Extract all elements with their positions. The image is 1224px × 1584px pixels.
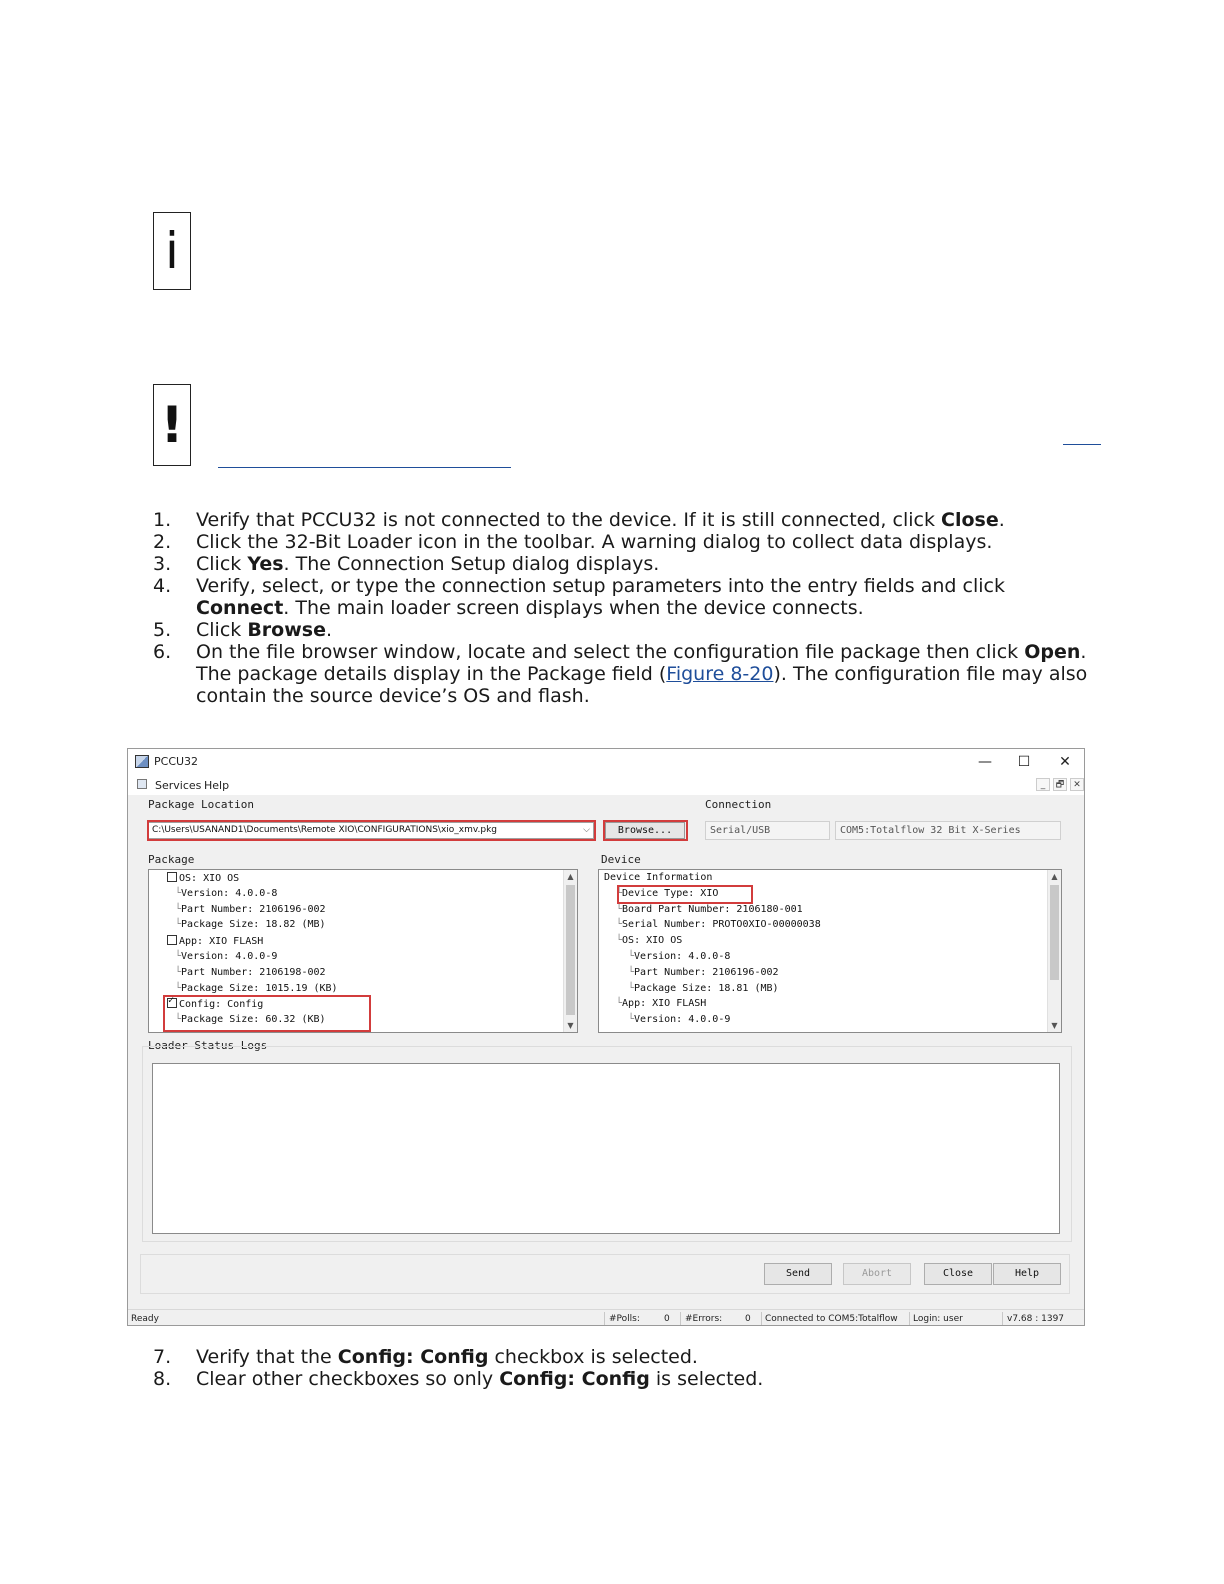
status-bar [128,1309,1084,1326]
tree-node[interactable] [616,935,682,946]
step-number: 6. [153,641,172,663]
text-run: Clear other checkboxes so only [196,1368,500,1390]
tree-node[interactable] [628,1014,730,1025]
status-errors-value: 0 [745,1314,751,1324]
tree-node[interactable] [175,888,277,899]
step-text [196,1368,1093,1390]
highlight-config-config [163,995,371,1032]
highlight-device-type [617,885,753,904]
scroll-down-icon[interactable]: ▼ [1051,1021,1058,1030]
scroll-up-icon[interactable]: ▲ [567,872,574,881]
close-button[interactable]: Close [924,1263,992,1285]
figure-link[interactable]: Figure 8-20 [666,663,774,685]
text-run: On the file browser window, locate and select the configuration file package then click [196,641,1025,663]
pccu32-window [127,748,1085,1326]
status-ready: Ready [131,1314,159,1324]
tree-node-label: Version: 4.0.0-8 [181,887,278,899]
tree-node-label: App: XIO FLASH [622,998,707,1010]
device-tree-scrollbar[interactable] [1047,870,1061,1032]
tree-node-label: Package Size: 18.81 (MB) [634,982,779,994]
tree-node-label: OS: XIO OS [622,935,683,947]
menu-services[interactable]: Services [155,779,202,792]
maximize-icon[interactable]: ☐ [1017,754,1031,770]
tree-node-label: Serial Number: PROTO0XIO-00000038 [622,919,821,931]
tree-node[interactable] [628,983,779,994]
tree-node[interactable] [175,983,338,994]
step-item [153,1346,1093,1368]
bold-text: Browse [247,619,326,641]
step-text [196,619,1093,641]
tree-node[interactable] [175,904,326,915]
close-window-icon[interactable]: ✕ [1059,754,1071,770]
link-underline-long[interactable] [218,467,511,468]
bold-text: Open [1024,641,1081,663]
tree-connector-icon: └ [616,935,623,947]
tree-connector-icon: └ [616,919,623,931]
highlight-browse [603,820,688,841]
scroll-down-icon[interactable]: ▼ [567,1021,574,1030]
tree-node[interactable] [167,872,239,884]
menu-help[interactable]: Help [204,779,230,792]
scroll-up-icon[interactable]: ▲ [1051,872,1058,881]
tree-connector-icon: └ [616,887,623,899]
device-label: Device [601,853,641,866]
step-number: 2. [153,531,172,553]
step-number: 3. [153,553,172,575]
tree-node-label: Part Number: 2106196-002 [634,966,779,978]
help-button[interactable]: Help [993,1263,1061,1285]
tree-connector-icon: └ [175,887,182,899]
steps-list-bottom [153,1346,1093,1390]
step-item [153,641,1093,707]
highlight-package-location [147,820,596,841]
send-button[interactable]: Send [764,1263,832,1285]
status-login: Login: user [913,1314,963,1324]
step-item [153,1368,1093,1390]
text-run: . [325,619,333,641]
step-item [153,509,1093,531]
abort-button[interactable]: Abort [843,1263,911,1285]
minimize-icon[interactable]: — [978,754,992,770]
loader-status-logs[interactable] [152,1063,1060,1234]
window-title: PCCU32 [154,755,199,768]
title-bar [128,749,1084,775]
menu-bar [128,775,1084,795]
tree-node[interactable] [628,951,730,962]
tree-node-label: Device Type: XIO [622,887,719,899]
text-run: Click [196,619,248,641]
info-note-icon: i [153,212,191,290]
tree-node-label: Part Number: 2106196-002 [181,903,326,915]
step-text [196,641,1093,707]
tree-node[interactable] [175,951,277,962]
tree-connector-icon: └ [616,903,623,915]
mdi-doc-icon [137,779,147,789]
steps-list-top [153,509,1093,707]
connection-type-field: Serial/USB [705,821,830,840]
tree-node[interactable] [604,872,712,883]
tree-node[interactable] [628,967,779,978]
chevron-down-icon[interactable]: ⌵ [583,825,590,835]
tree-node[interactable] [616,919,821,930]
status-connected: Connected to COM5:Totalflow [765,1314,898,1324]
text-run: Verify, select, or type the connection setup parameters into the entry fields and click [196,575,1005,597]
tree-connector-icon: └ [175,919,182,931]
tree-node[interactable] [175,919,326,930]
status-separator [604,1312,605,1326]
status-errors-label: #Errors: [685,1314,723,1324]
mdi-restore-icon[interactable]: 🗗 [1053,778,1067,791]
step-text [196,553,1093,575]
text-run: Verify that the [196,1346,338,1368]
loader-status-logs-label: Loader Status Logs [148,1039,268,1052]
package-label: Package [148,853,195,866]
status-separator [909,1312,910,1326]
step-item [153,575,1093,619]
text-run: Verify that PCCU32 is not connected to the device. If it is still connected, click [196,509,942,531]
status-polls-label: #Polls: [609,1314,640,1324]
step-text [196,575,1093,619]
checkbox[interactable] [167,872,177,882]
tree-node-label: Device Information [604,872,713,883]
text-run: is selected. [649,1368,764,1390]
tree-node-label: Version: 4.0.0-9 [181,951,278,962]
bold-text: Close [941,509,999,531]
step-item [153,619,1093,641]
tree-node-label: Version: 4.0.0-9 [634,1014,731,1026]
warning-note-icon: ! [153,384,191,466]
text-run: . [998,509,1005,531]
scroll-thumb[interactable] [1050,885,1059,980]
tree-node[interactable] [616,904,803,915]
tree-node-label: Config: Config [179,999,264,1011]
tree-connector-icon: └ [628,982,635,994]
mdi-close-icon[interactable]: ✕ [1070,778,1084,791]
package-tree-scrollbar[interactable] [563,870,577,1032]
tree-connector-icon: └ [616,998,623,1010]
tree-node[interactable] [167,935,263,947]
tree-node-label: Package Size: 60.32 (KB) [181,1014,326,1026]
tree-node[interactable] [616,998,706,1009]
step-number: 7. [153,1346,172,1368]
step-item [153,531,1093,553]
tree-connector-icon: └ [628,951,635,962]
status-separator [1002,1312,1003,1326]
tree-node[interactable] [175,967,326,978]
package-path-text: C:\Users\USANAND1\Documents\Remote XIO\CONFIGURATIONS\xio_xmv.pkg [152,825,497,835]
status-version: v7.68 : 1397 [1007,1314,1065,1324]
step-text [196,531,1093,553]
scroll-thumb[interactable] [566,885,575,1015]
text-run: Click the 32-Bit Loader icon in the toolbar. A warning dialog to collect data displays. [196,531,993,553]
text-run: . The Connection Setup dialog displays. [283,553,660,575]
status-separator [680,1312,681,1326]
step-text [196,509,1093,531]
text-run: . The main loader screen displays when the device connects. [283,597,864,619]
step-number: 8. [153,1368,172,1390]
text-run: ). The configuration file may also contain the source device’s OS and flash. [196,663,1088,707]
step-text [196,1346,1093,1368]
text-run: Click [196,553,248,575]
tree-node-label: Board Part Number: 2106180-001 [622,903,803,915]
tree-connector-icon: └ [175,951,182,962]
text-run: checkbox is selected. [488,1346,698,1368]
link-underline-short[interactable] [1063,444,1101,445]
status-polls-value: 0 [664,1314,670,1324]
step-item [153,553,1093,575]
tree-connector-icon: └ [175,903,182,915]
bold-text: Config: Config [337,1346,489,1368]
browse-button[interactable]: Browse... [605,822,685,839]
connection-label: Connection [705,798,772,811]
tree-node-label: App: XIO FLASH [179,936,264,948]
status-separator [761,1312,762,1326]
tree-connector-icon: └ [628,1014,635,1026]
text-run: . The package details display in the Package field ( [196,641,1087,685]
connection-device-field: COM5:Totalflow 32 Bit X-Series [835,821,1061,840]
tree-node-label: Version: 4.0.0-8 [634,951,731,962]
tree-node-label: Part Number: 2106198-002 [181,966,326,978]
tree-node-label: Package Size: 1015.19 (KB) [181,982,338,994]
checkbox[interactable] [167,935,177,945]
step-number: 1. [153,509,172,531]
tree-node-label: OS: XIO OS [179,873,240,884]
step-number: 4. [153,575,172,597]
tree-node-label: Package Size: 18.82 (MB) [181,919,326,931]
mdi-minimize-icon[interactable]: _ [1036,778,1050,791]
tree-connector-icon: └ [175,966,182,978]
tree-connector-icon: └ [175,982,182,994]
tree-connector-icon: └ [175,1014,182,1026]
step-number: 5. [153,619,172,641]
bold-text: Yes [247,553,284,575]
tree-connector-icon: └ [628,966,635,978]
pccu-app-icon [135,755,149,768]
bold-text: Config: Config [499,1368,650,1390]
package-location-label: Package Location [148,798,254,811]
bold-text: Connect [196,597,284,619]
